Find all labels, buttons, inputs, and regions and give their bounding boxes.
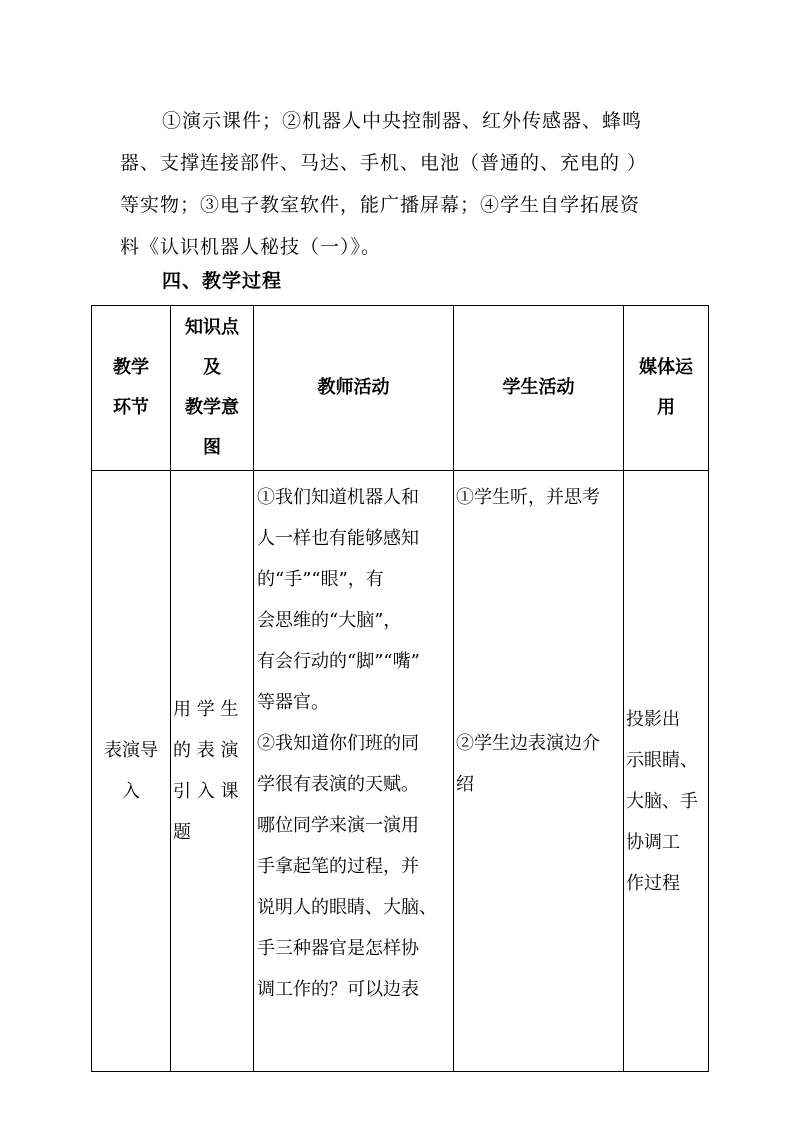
cell-student-activity: ①学生听，并思考 ②学生边表演边介 绍 bbox=[454, 471, 624, 1072]
intro-line: 等实物；③电子教室软件，能广播屏幕；④学生自学拓展资 bbox=[120, 194, 641, 216]
intro-line: 器、支撑连接部件、马达、手机、电池（普通的、充电的 ） bbox=[120, 152, 648, 174]
table-header-row bbox=[92, 306, 709, 471]
header-stage: 教学 环节 bbox=[92, 306, 171, 471]
teaching-process-table bbox=[91, 305, 709, 1072]
header-student: 学生活动 bbox=[454, 306, 624, 471]
header-media: 媒体运 用 bbox=[624, 306, 709, 471]
cell-stage: 表演导 入 bbox=[92, 471, 171, 1072]
header-teacher: 教师活动 bbox=[254, 306, 454, 471]
table-row bbox=[92, 471, 709, 1072]
cell-media: 投影出 示眼睛、 大脑、手 协调工 作过程 bbox=[624, 471, 709, 1072]
intro-line: 料《认识机器人秘技（一）》。 bbox=[120, 236, 382, 258]
header-knowledge: 知识点 及 教学意 图 bbox=[171, 306, 254, 471]
cell-knowledge: 用 学 生 的 表 演 引 入 课 题 bbox=[171, 471, 254, 1072]
intro-paragraph bbox=[120, 100, 680, 268]
section-heading: 四、教学过程 bbox=[162, 270, 283, 292]
cell-teacher-activity: ①我们知道机器人和 人一样也有能够感知 的“手”“眼”，有 会思维的“大脑”， 有会行动的“脚”“嘴” 等器官。 ②我知道你们班的同 学很有表演的天赋。 哪位同学来演一演用 手拿起笔的过程，并 说明人的眼睛、大脑、 手三种器官是怎样协 调工作的？可以边表 bbox=[254, 471, 454, 1072]
intro-line: ①演示课件；②机器人中央控制器、红外传感器、蜂鸣 bbox=[162, 110, 643, 132]
